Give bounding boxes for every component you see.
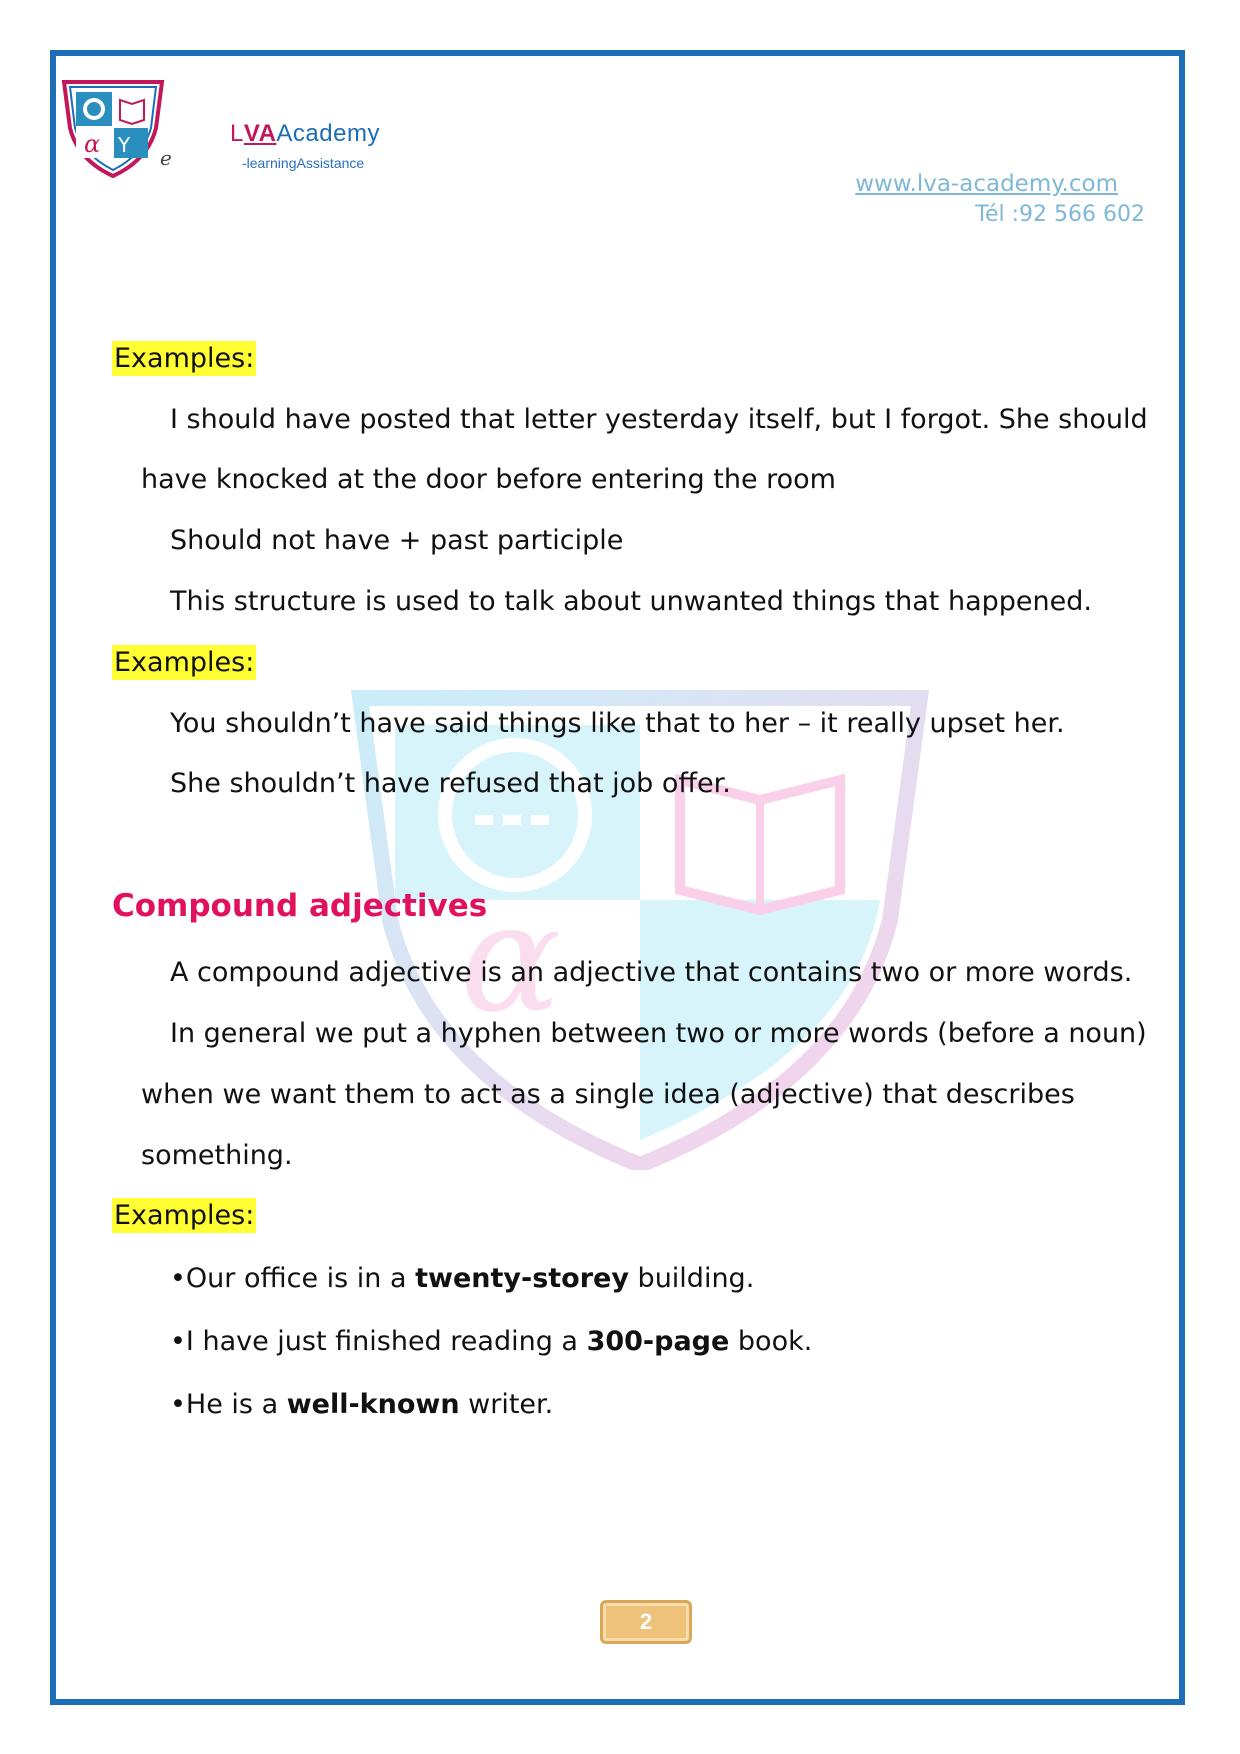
brand-part3: Academy (276, 120, 380, 147)
paragraph-line: have knocked at the door before entering the room (141, 464, 836, 495)
academy-logo-icon (58, 78, 168, 178)
brand-name (230, 120, 380, 148)
paragraph-line: A compound adjective is an adjective that contains two or more words. (170, 957, 1133, 988)
paragraph-line: when we want them to act as a single idea (adjective) that describes (141, 1079, 1075, 1110)
phone-number: Tél :92 566 602 (975, 202, 1145, 227)
paragraph-line: You shouldn’t have said things like that to her – it really upset her. (170, 708, 1065, 739)
paragraph-line: Should not have + past participle (170, 525, 624, 556)
brand-part2: VA (243, 120, 277, 147)
brand-subtitle: -learningAssistance (242, 155, 365, 171)
section-heading: Compound adjectives (112, 888, 488, 924)
list-item: •He is a well-known writer. (170, 1389, 554, 1420)
website-link[interactable]: www.lva-academy.com (855, 171, 1118, 197)
paragraph-line: In general we put a hyphen between two or more words (before a noun) (170, 1018, 1147, 1049)
svg-text:α: α (84, 130, 101, 158)
paragraph-line: I should have posted that letter yesterday itself, but I forgot. She should (170, 404, 1148, 435)
examples-label-1: Examples: (114, 343, 255, 374)
examples-label-2: Examples: (114, 647, 255, 678)
examples-label-3: Examples: (114, 1200, 255, 1231)
paragraph-line: something. (141, 1140, 293, 1171)
list-item: •Our office is in a twenty-storey building. (170, 1263, 755, 1294)
svg-text:α: α (460, 872, 562, 1046)
page-number: 2 (600, 1600, 692, 1644)
paragraph-line: This structure is used to talk about unwanted things that happened. (170, 586, 1092, 617)
logo-letter: e (160, 146, 172, 170)
paragraph-line: She shouldn’t have refused that job offer. (170, 768, 731, 799)
list-item: •I have just finished reading a 300-page book. (170, 1326, 813, 1357)
brand-part1: L (230, 120, 244, 147)
svg-text:Y: Y (118, 133, 131, 157)
